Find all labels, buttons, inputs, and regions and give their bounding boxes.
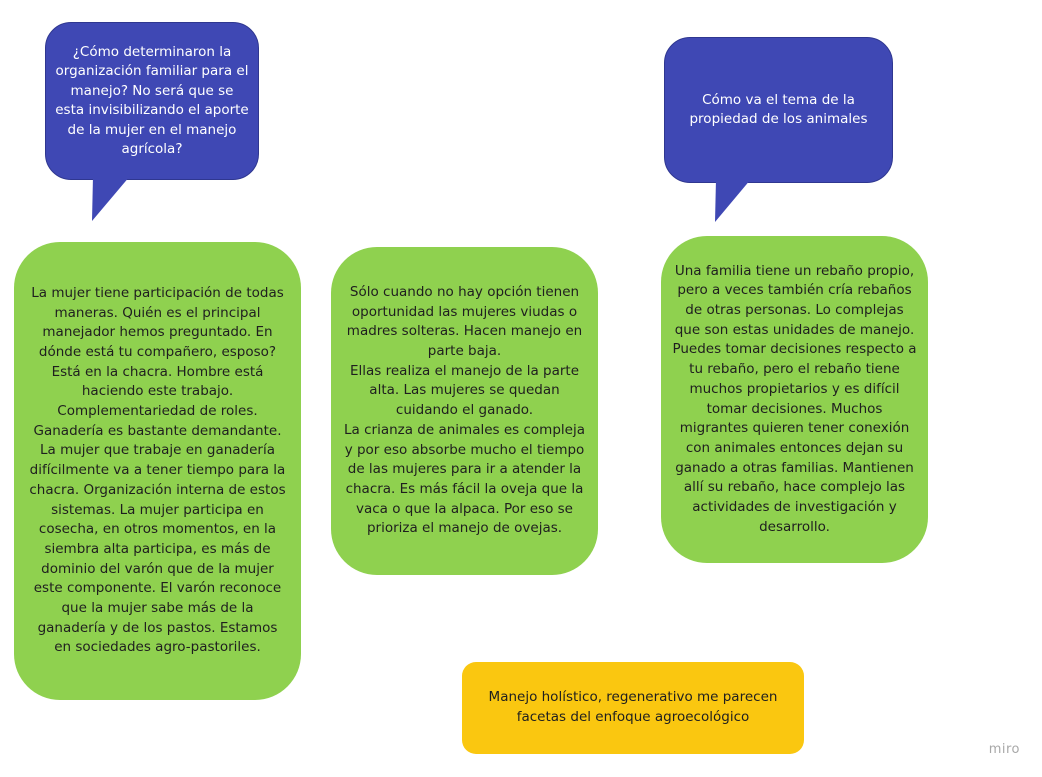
note-text: La mujer tiene participación de todas maneras. Quién es el principal manejador hemos preguntado. En dónde está tu compañero, esposo? Está en la chacra. Hombre está haciendo este trabajo. Complementariedad de roles. Ganadería es bastante demandante. La mujer que trabaje en ganadería difícilmente va a tener tiempo para la chacra. Organización interna de estos sistemas. La mujer participa en cosecha, en otros momentos, en la siembra alta participa, es más de dominio del varón que de la mujer este componente. El varón reconoce que la mujer sabe más de la ganadería y de los pastos. Estamos en sociedades agro-pastoriles. [29, 284, 286, 656]
sticky-note-holistic-management[interactable] [462, 662, 804, 754]
question-text-organization: ¿Cómo determinaron la organización familiar para el manejo? No será que se esta invisibilizando el aporte de la mujer en el manejo agrícola? [55, 43, 249, 157]
speech-bubble-tail [711, 179, 761, 227]
note-text: Sólo cuando no hay opción tienen oportunidad las mujeres viudas o madres solteras. Hacen manejo en parte baja. Ellas realiza el manejo de la parte alta. Las mujeres se quedan cuidando el ganado. La crianza de animales es compleja y por eso absorbe mucho el tiempo de las mujeres para ir a atender la chacra. Es más fácil la oveja que la vaca o que la alpaca. Por eso se prioriza el manejo de ovejas. [344, 283, 585, 537]
question-bubble-organization[interactable] [45, 22, 259, 180]
note-text: Manejo holístico, regenerativo me parecen facetas del enfoque agroecológico [488, 689, 778, 725]
question-text-animal-ownership: Cómo va el tema de la propiedad de los animales [689, 91, 868, 127]
sticky-note-widows-single-mothers[interactable] [331, 247, 598, 575]
miro-watermark-logo: miro [988, 742, 1020, 757]
sticky-note-women-participation[interactable] [14, 242, 301, 700]
question-bubble-animal-ownership[interactable] [664, 37, 893, 183]
speech-bubble-tail [88, 176, 138, 224]
sticky-note-herd-ownership[interactable] [661, 236, 928, 563]
note-text: Una familia tiene un rebaño propio, pero a veces también cría rebaños de otras personas. Lo complejas que son estas unidades de manejo. Puedes tomar decisiones respecto a tu rebaño, pero el rebaño tiene muchos propietarios y es difícil tomar decisiones. Muchos migrantes quieren tener conexión con animales entonces dejan su ganado a otras familias. Mantienen allí su rebaño, hace complejo las actividades de investigación y desarrollo. [672, 262, 917, 535]
